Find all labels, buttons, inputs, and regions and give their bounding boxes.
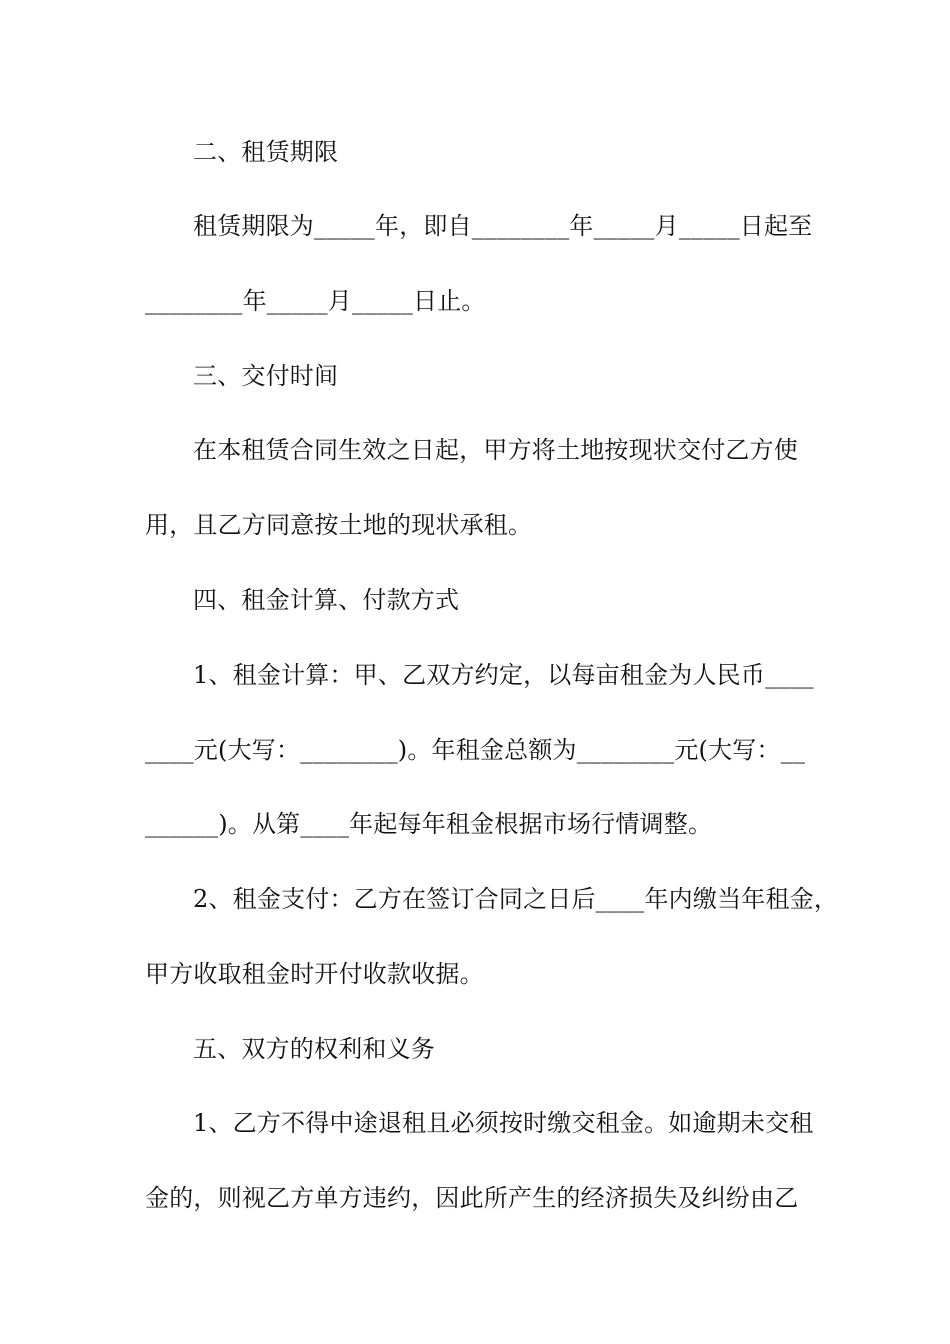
paragraph-rent-calc-line-3: ______)。从第____年起每年租金根据市场行情调整。: [145, 810, 713, 838]
paragraph-lease-term-line-2: ________年_____月_____日止。: [145, 287, 486, 315]
paragraph-rent-calc-line-2: ____元(大写：________)。年租金总额为________元(大写：__: [145, 736, 806, 764]
paragraph-rent-pay-line-2: 甲方收取租金时开付收款收据。: [145, 960, 484, 988]
paragraph-obligations-line-1: 1、乙方不得中途退租且必须按时缴交租金。如逾期未交租: [193, 1109, 814, 1137]
paragraph-lease-term-line-1: 租赁期限为_____年，即自________年_____月_____日起至: [193, 212, 813, 240]
section-heading-rent-payment: 四、租金计算、付款方式: [193, 586, 460, 614]
paragraph-delivery-line-1: 在本租赁合同生效之日起，甲方将土地按现状交付乙方使: [193, 436, 798, 464]
paragraph-rent-calc-line-1: 1、租金计算：甲、乙双方约定，以每亩租金为人民币____: [193, 661, 814, 689]
section-heading-rights-obligations: 五、双方的权利和义务: [193, 1035, 435, 1063]
paragraph-obligations-line-2: 金的，则视乙方单方违约，因此所产生的经济损失及纠纷由乙: [145, 1184, 799, 1212]
paragraph-rent-pay-line-1: 2、租金支付：乙方在签订合同之日后____年内缴当年租金，: [193, 885, 839, 913]
paragraph-delivery-line-2: 用，且乙方同意按土地的现状承租。: [145, 511, 533, 539]
section-heading-delivery-time: 三、交付时间: [193, 362, 339, 390]
section-heading-lease-term: 二、租赁期限: [193, 138, 339, 166]
